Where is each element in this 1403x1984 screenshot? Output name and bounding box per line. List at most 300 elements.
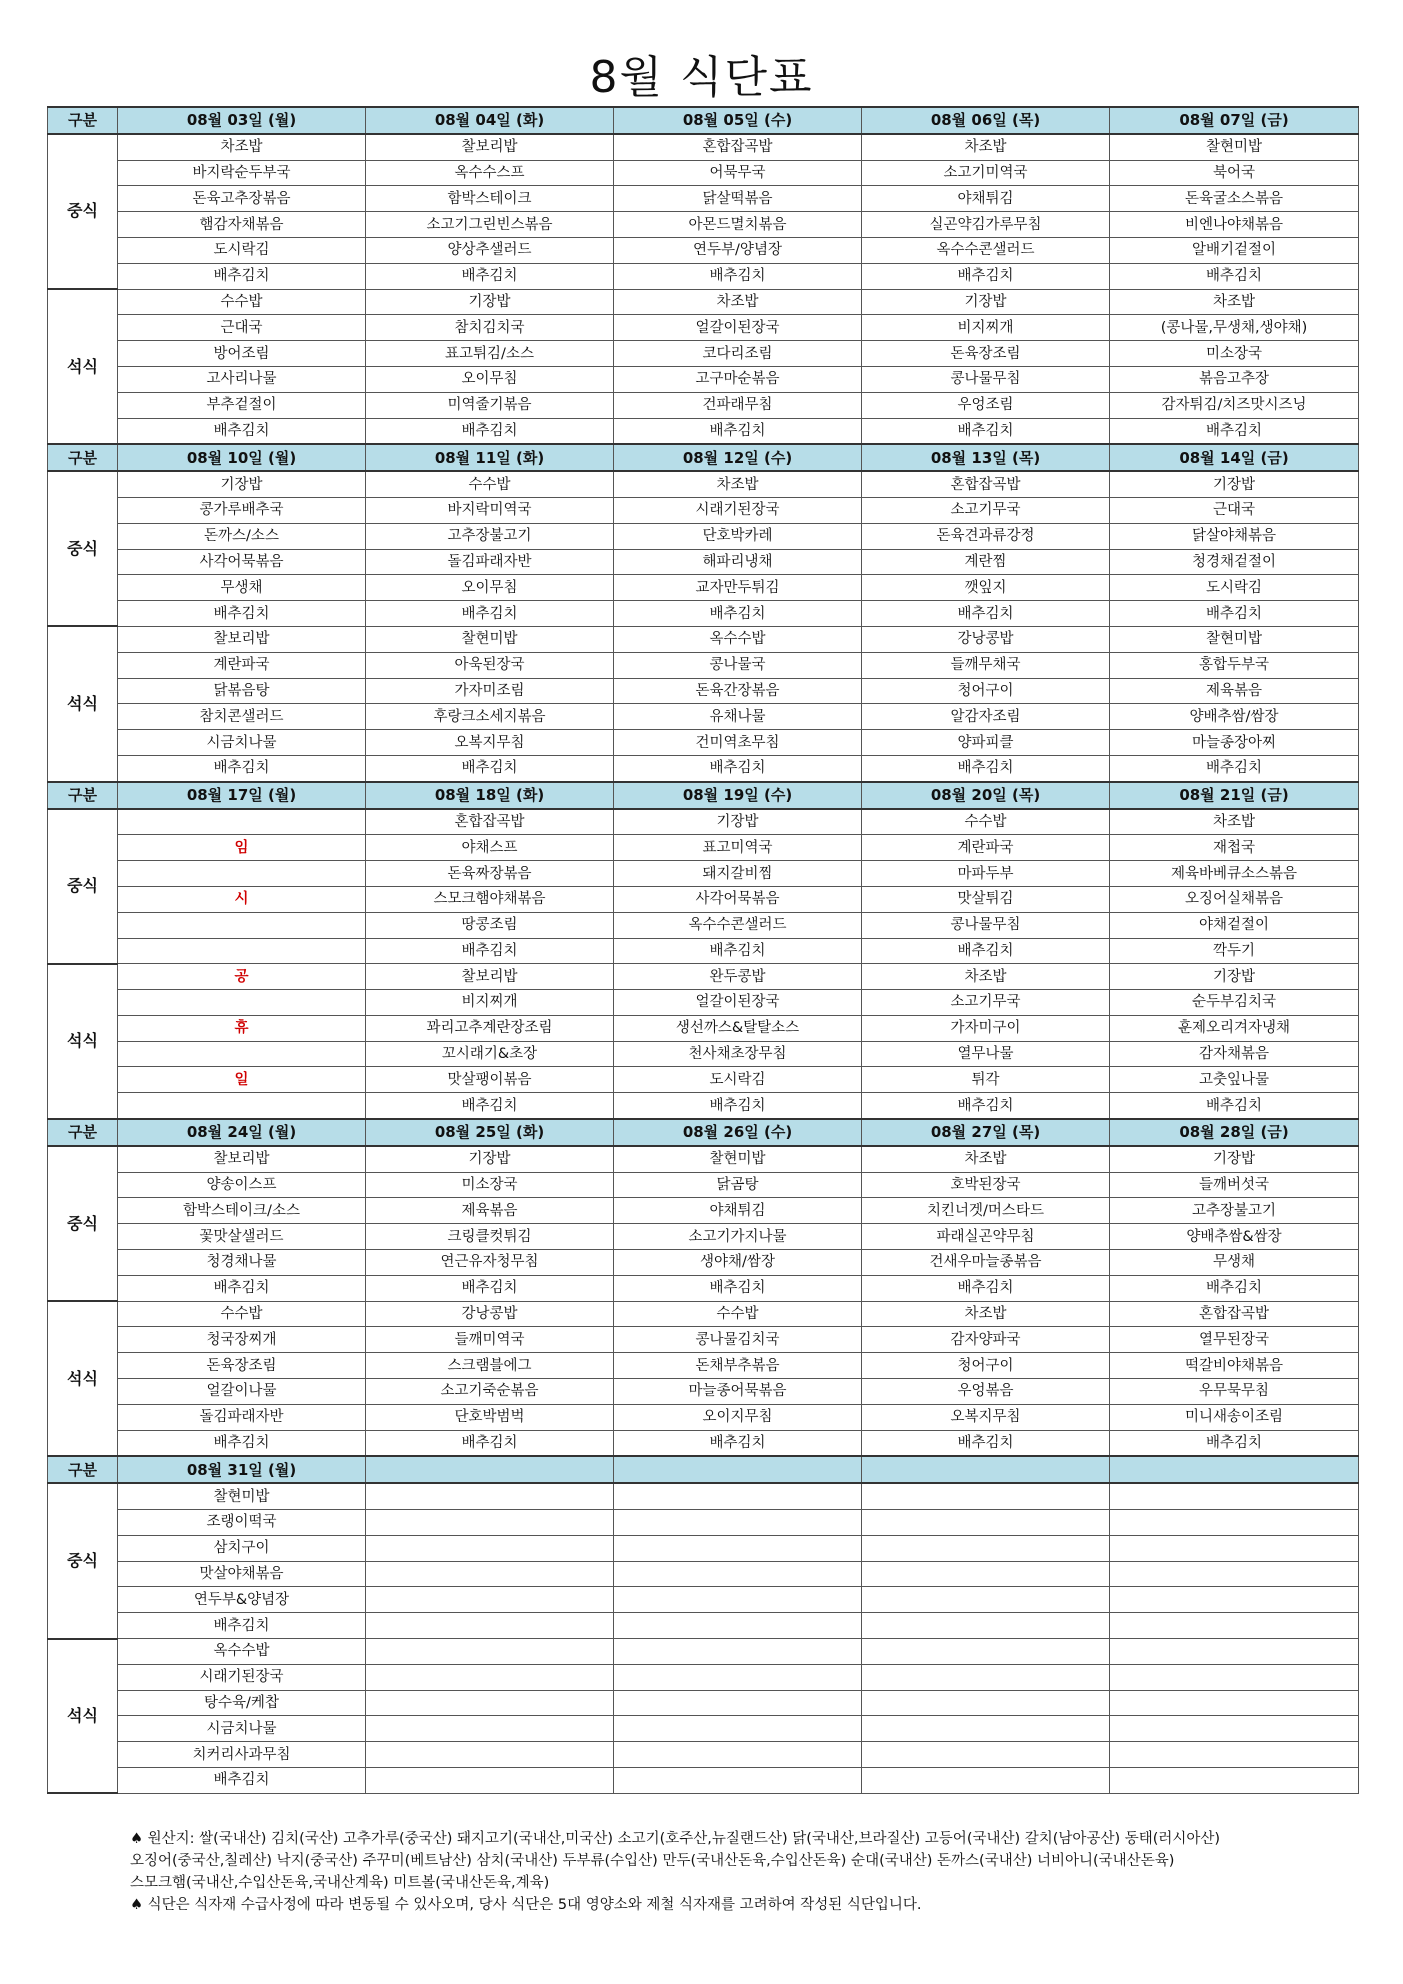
- menu-item-cell: 크링클컷튀김: [366, 1224, 614, 1250]
- menu-row: [48, 678, 1359, 704]
- menu-item-cell: 수수밥: [366, 471, 614, 497]
- menu-item-cell: [614, 1483, 862, 1509]
- menu-item-cell: 배추김치: [614, 418, 862, 444]
- menu-item-cell: [614, 1664, 862, 1690]
- menu-item-cell: [1110, 1510, 1359, 1536]
- menu-item-cell: 옥수수밥: [614, 626, 862, 652]
- menu-item-cell: 청어구이: [862, 1353, 1110, 1379]
- menu-item-cell: [1110, 1664, 1359, 1690]
- menu-item-cell: 배추김치: [862, 755, 1110, 781]
- menu-item-cell: 계란찜: [862, 549, 1110, 575]
- menu-item-cell: 연두부/양념장: [614, 237, 862, 263]
- menu-item-cell: 배추김치: [118, 1430, 366, 1456]
- menu-item-cell: [614, 1768, 862, 1794]
- menu-item-cell: 배추김치: [1110, 601, 1359, 627]
- menu-item-cell: 미역줄기볶음: [366, 392, 614, 418]
- menu-item-cell: 배추김치: [862, 1275, 1110, 1301]
- label-header-cell: 구분: [48, 782, 118, 809]
- menu-item-cell: 돼지갈비찜: [614, 861, 862, 887]
- menu-item-cell: 기장밥: [1110, 471, 1359, 497]
- menu-item-cell: 부추겉절이: [118, 392, 366, 418]
- menu-row: [48, 912, 1359, 938]
- menu-item-cell: 아몬드멸치볶음: [614, 212, 862, 238]
- menu-item-cell: 표고미역국: [614, 835, 862, 861]
- menu-item-cell: 우엉조림: [862, 392, 1110, 418]
- menu-item-cell: 청국장찌개: [118, 1327, 366, 1353]
- menu-row: [48, 1716, 1359, 1742]
- menu-row: [48, 938, 1359, 964]
- menu-item-cell: 들깨버섯국: [1110, 1172, 1359, 1198]
- menu-item-cell: 마파두부: [862, 861, 1110, 887]
- holiday-note-cell: [118, 861, 366, 887]
- week-header-row: [48, 1119, 1359, 1146]
- menu-item-cell: 차조밥: [118, 134, 366, 160]
- menu-item-cell: 북어국: [1110, 160, 1359, 186]
- menu-row: [48, 1483, 1359, 1509]
- date-header-cell: 08월 06일 (목): [862, 107, 1110, 134]
- menu-item-cell: 찰현미밥: [366, 626, 614, 652]
- meal-label-cell: 석식: [48, 1301, 118, 1456]
- menu-item-cell: 조랭이떡국: [118, 1510, 366, 1536]
- menu-item-cell: 배추김치: [1110, 1093, 1359, 1119]
- menu-item-cell: 차조밥: [614, 289, 862, 315]
- menu-item-cell: 계란파국: [118, 652, 366, 678]
- menu-row: [48, 1275, 1359, 1301]
- menu-item-cell: [1110, 1639, 1359, 1665]
- menu-item-cell: 돈육장조림: [118, 1353, 366, 1379]
- menu-item-cell: 고구마순볶음: [614, 366, 862, 392]
- menu-item-cell: (콩나물,무생채,생야채): [1110, 315, 1359, 341]
- meal-label-cell: 석식: [48, 289, 118, 444]
- menu-item-cell: 방어조림: [118, 341, 366, 367]
- menu-item-cell: 깍두기: [1110, 938, 1359, 964]
- menu-item-cell: 감자채볶음: [1110, 1041, 1359, 1067]
- menu-item-cell: [1110, 1483, 1359, 1509]
- menu-item-cell: 돈채부추볶음: [614, 1353, 862, 1379]
- meal-label-cell: 석식: [48, 1639, 118, 1794]
- menu-item-cell: 돌김파래자반: [366, 549, 614, 575]
- menu-item-cell: 양배추쌈/쌈장: [1110, 704, 1359, 730]
- menu-item-cell: 배추김치: [614, 1430, 862, 1456]
- menu-item-cell: 참치콘샐러드: [118, 704, 366, 730]
- date-header-cell: 08월 04일 (화): [366, 107, 614, 134]
- meal-label-cell: 석식: [48, 964, 118, 1119]
- menu-item-cell: [1110, 1587, 1359, 1613]
- menu-item-cell: 차조밥: [862, 134, 1110, 160]
- menu-row: [48, 1690, 1359, 1716]
- meal-label-cell: 중식: [48, 471, 118, 626]
- menu-item-cell: 건미역초무침: [614, 730, 862, 756]
- menu-item-cell: 배추김치: [862, 938, 1110, 964]
- menu-item-cell: 파래실곤약무침: [862, 1224, 1110, 1250]
- page-title: 8월 식단표: [589, 52, 814, 103]
- menu-item-cell: 배추김치: [366, 418, 614, 444]
- menu-item-cell: 시래기된장국: [614, 497, 862, 523]
- menu-item-cell: 고사리나물: [118, 366, 366, 392]
- menu-item-cell: [862, 1690, 1110, 1716]
- menu-item-cell: [614, 1639, 862, 1665]
- date-header-cell: [614, 1456, 862, 1483]
- menu-item-cell: 차조밥: [1110, 289, 1359, 315]
- date-header-cell: 08월 20일 (목): [862, 782, 1110, 809]
- menu-item-cell: 혼합잡곡밥: [366, 809, 614, 835]
- menu-item-cell: 알배기겉절이: [1110, 237, 1359, 263]
- menu-item-cell: 고춧잎나물: [1110, 1067, 1359, 1093]
- menu-row: [48, 704, 1359, 730]
- menu-item-cell: 소고기죽순볶음: [366, 1379, 614, 1405]
- holiday-note-cell: 공: [118, 964, 366, 990]
- menu-item-cell: [862, 1613, 1110, 1639]
- menu-item-cell: 시래기된장국: [118, 1664, 366, 1690]
- menu-item-cell: 계란파국: [862, 835, 1110, 861]
- menu-item-cell: 닭살야채볶음: [1110, 523, 1359, 549]
- menu-item-cell: 기장밥: [862, 289, 1110, 315]
- menu-item-cell: 청경채나물: [118, 1250, 366, 1276]
- menu-item-cell: [1110, 1535, 1359, 1561]
- date-header-cell: 08월 05일 (수): [614, 107, 862, 134]
- menu-item-cell: 배추김치: [366, 938, 614, 964]
- note-line: 오징어(중국산,칠레산) 낙지(중국산) 주꾸미(베트남산) 삼치(국내산) 두부류(수입산) 만두(국내산돈육,수입산돈육) 순대(국내산) 돈까스(국내산) 너비아니(국내산돈육): [130, 1853, 1175, 1869]
- menu-item-cell: 콩나물김치국: [614, 1327, 862, 1353]
- menu-item-cell: 열무된장국: [1110, 1327, 1359, 1353]
- menu-item-cell: 바지락순두부국: [118, 160, 366, 186]
- menu-item-cell: 무생채: [1110, 1250, 1359, 1276]
- menu-item-cell: 배추김치: [614, 1093, 862, 1119]
- week-header-row: [48, 1456, 1359, 1483]
- menu-item-cell: 무생채: [118, 575, 366, 601]
- menu-row: [48, 1301, 1359, 1327]
- menu-item-cell: 감자튀김/치즈맛시즈닝: [1110, 392, 1359, 418]
- menu-row: [48, 1327, 1359, 1353]
- menu-row: [48, 497, 1359, 523]
- holiday-note-cell: [118, 990, 366, 1016]
- menu-item-cell: 배추김치: [862, 1093, 1110, 1119]
- menu-item-cell: 열무나물: [862, 1041, 1110, 1067]
- menu-item-cell: 배추김치: [366, 1430, 614, 1456]
- menu-item-cell: 재첩국: [1110, 835, 1359, 861]
- menu-item-cell: 오복지무침: [366, 730, 614, 756]
- menu-row: [48, 418, 1359, 444]
- holiday-note-cell: 휴: [118, 1015, 366, 1041]
- date-header-cell: 08월 13일 (목): [862, 444, 1110, 471]
- menu-item-cell: [1110, 1742, 1359, 1768]
- menu-item-cell: 홍합두부국: [1110, 652, 1359, 678]
- menu-item-cell: 배추김치: [862, 601, 1110, 627]
- menu-row: [48, 1353, 1359, 1379]
- menu-item-cell: 배추김치: [118, 1275, 366, 1301]
- menu-item-cell: 소고기무국: [862, 497, 1110, 523]
- menu-item-cell: 비엔나야채볶음: [1110, 212, 1359, 238]
- menu-item-cell: 야채튀김: [862, 186, 1110, 212]
- menu-item-cell: 생선까스&탈탈소스: [614, 1015, 862, 1041]
- menu-item-cell: 가자미구이: [862, 1015, 1110, 1041]
- menu-item-cell: 해파리냉채: [614, 549, 862, 575]
- menu-item-cell: 함박스테이크: [366, 186, 614, 212]
- label-header-cell: 구분: [48, 107, 118, 134]
- menu-row: [48, 626, 1359, 652]
- menu-item-cell: 배추김치: [862, 1430, 1110, 1456]
- menu-item-cell: 배추김치: [366, 601, 614, 627]
- meal-label-cell: 중식: [48, 1483, 118, 1638]
- menu-item-cell: 맛살튀김: [862, 886, 1110, 912]
- menu-item-cell: 배추김치: [366, 1275, 614, 1301]
- menu-item-cell: [366, 1561, 614, 1587]
- menu-row: [48, 1250, 1359, 1276]
- menu-row: [48, 1172, 1359, 1198]
- menu-item-cell: 연두부&양념장: [118, 1587, 366, 1613]
- menu-row: [48, 1146, 1359, 1172]
- week-header-row: [48, 782, 1359, 809]
- date-header-cell: 08월 12일 (수): [614, 444, 862, 471]
- menu-item-cell: [614, 1690, 862, 1716]
- menu-item-cell: 사각어묵볶음: [614, 886, 862, 912]
- menu-item-cell: 알감자조림: [862, 704, 1110, 730]
- menu-item-cell: 옥수수콘샐러드: [862, 237, 1110, 263]
- menu-item-cell: 들깨무채국: [862, 652, 1110, 678]
- menu-item-cell: [366, 1613, 614, 1639]
- menu-item-cell: 얼갈이된장국: [614, 990, 862, 1016]
- menu-item-cell: 배추김치: [366, 263, 614, 289]
- date-header-cell: 08월 31일 (월): [118, 1456, 366, 1483]
- date-header-cell: 08월 27일 (목): [862, 1119, 1110, 1146]
- note-line: 스모크햄(국내산,수입산돈육,국내산계육) 미트볼(국내산돈육,계육): [130, 1875, 550, 1891]
- menu-item-cell: [366, 1510, 614, 1536]
- menu-item-cell: 양파피클: [862, 730, 1110, 756]
- holiday-note-cell: [118, 938, 366, 964]
- label-header-cell: 구분: [48, 1456, 118, 1483]
- menu-item-cell: 돈육간장볶음: [614, 678, 862, 704]
- menu-item-cell: 닭볶음탕: [118, 678, 366, 704]
- menu-item-cell: 후랑크소세지볶음: [366, 704, 614, 730]
- menu-item-cell: 튀각: [862, 1067, 1110, 1093]
- menu-row: [48, 1561, 1359, 1587]
- date-header-cell: 08월 19일 (수): [614, 782, 862, 809]
- menu-item-cell: 배추김치: [1110, 1275, 1359, 1301]
- menu-item-cell: 찰보리밥: [366, 964, 614, 990]
- menu-item-cell: 배추김치: [118, 263, 366, 289]
- menu-item-cell: 어묵무국: [614, 160, 862, 186]
- menu-item-cell: 함박스테이크/소스: [118, 1198, 366, 1224]
- menu-item-cell: 차조밥: [862, 1146, 1110, 1172]
- menu-item-cell: 연근유자청무침: [366, 1250, 614, 1276]
- notes-section: [130, 1828, 1350, 1916]
- menu-row: [48, 1639, 1359, 1665]
- menu-row: [48, 392, 1359, 418]
- menu-item-cell: 기장밥: [614, 809, 862, 835]
- menu-item-cell: 아욱된장국: [366, 652, 614, 678]
- menu-row: [48, 471, 1359, 497]
- menu-item-cell: 미소장국: [1110, 341, 1359, 367]
- menu-item-cell: 차조밥: [862, 1301, 1110, 1327]
- menu-item-cell: [1110, 1768, 1359, 1794]
- menu-item-cell: 미니새송이조림: [1110, 1404, 1359, 1430]
- menu-item-cell: 스모크햄야채볶음: [366, 886, 614, 912]
- menu-item-cell: 돈육짜장볶음: [366, 861, 614, 887]
- menu-item-cell: 배추김치: [862, 418, 1110, 444]
- label-header-cell: 구분: [48, 444, 118, 471]
- menu-item-cell: 바지락미역국: [366, 497, 614, 523]
- menu-row: [48, 835, 1359, 861]
- label-header-cell: 구분: [48, 1119, 118, 1146]
- menu-item-cell: 고추장불고기: [1110, 1198, 1359, 1224]
- date-header-cell: 08월 21일 (금): [1110, 782, 1359, 809]
- menu-item-cell: 배추김치: [1110, 755, 1359, 781]
- menu-row: [48, 549, 1359, 575]
- menu-item-cell: [862, 1535, 1110, 1561]
- menu-item-cell: 양송이스프: [118, 1172, 366, 1198]
- menu-item-cell: 기장밥: [1110, 964, 1359, 990]
- menu-item-cell: 오징어실채볶음: [1110, 886, 1359, 912]
- menu-item-cell: [862, 1664, 1110, 1690]
- menu-item-cell: 배추김치: [118, 755, 366, 781]
- menu-item-cell: 오이무침: [366, 366, 614, 392]
- menu-row: [48, 134, 1359, 160]
- menu-item-cell: 배추김치: [614, 938, 862, 964]
- menu-item-cell: [366, 1587, 614, 1613]
- menu-item-cell: 비지찌개: [366, 990, 614, 1016]
- menu-row: [48, 1613, 1359, 1639]
- menu-item-cell: 강낭콩밥: [862, 626, 1110, 652]
- holiday-note-cell: 임: [118, 835, 366, 861]
- menu-row: [48, 1742, 1359, 1768]
- menu-row: [48, 1224, 1359, 1250]
- menu-row: [48, 1015, 1359, 1041]
- menu-item-cell: 양배추쌈&쌈장: [1110, 1224, 1359, 1250]
- menu-row: [48, 1587, 1359, 1613]
- date-header-cell: 08월 24일 (월): [118, 1119, 366, 1146]
- date-header-cell: 08월 26일 (수): [614, 1119, 862, 1146]
- menu-item-cell: 배추김치: [1110, 418, 1359, 444]
- menu-item-cell: 근대국: [1110, 497, 1359, 523]
- menu-row: [48, 315, 1359, 341]
- holiday-note-cell: 일: [118, 1067, 366, 1093]
- menu-item-cell: 우엉볶음: [862, 1379, 1110, 1405]
- menu-item-cell: 배추김치: [1110, 263, 1359, 289]
- menu-item-cell: 가자미조림: [366, 678, 614, 704]
- menu-row: [48, 1535, 1359, 1561]
- menu-item-cell: 청경채겉절이: [1110, 549, 1359, 575]
- menu-item-cell: 닭곰탕: [614, 1172, 862, 1198]
- menu-item-cell: 시금치나물: [118, 1716, 366, 1742]
- menu-item-cell: 고추장불고기: [366, 523, 614, 549]
- menu-item-cell: 옥수수콘샐러드: [614, 912, 862, 938]
- menu-item-cell: [862, 1742, 1110, 1768]
- week-header-row: [48, 444, 1359, 471]
- menu-row: [48, 289, 1359, 315]
- menu-item-cell: 옥수수스프: [366, 160, 614, 186]
- holiday-note-cell: 시: [118, 886, 366, 912]
- menu-item-cell: 수수밥: [118, 1301, 366, 1327]
- menu-item-cell: 땅콩조림: [366, 912, 614, 938]
- menu-item-cell: 도시락김: [118, 237, 366, 263]
- menu-row: [48, 861, 1359, 887]
- menu-item-cell: 돌김파래자반: [118, 1404, 366, 1430]
- date-header-cell: 08월 03일 (월): [118, 107, 366, 134]
- menu-row: [48, 263, 1359, 289]
- menu-item-cell: 유채나물: [614, 704, 862, 730]
- menu-item-cell: 제육볶음: [1110, 678, 1359, 704]
- menu-item-cell: 돈육굴소스볶음: [1110, 186, 1359, 212]
- menu-item-cell: 기장밥: [366, 289, 614, 315]
- menu-row: [48, 341, 1359, 367]
- date-header-cell: 08월 17일 (월): [118, 782, 366, 809]
- menu-item-cell: 옥수수밥: [118, 1639, 366, 1665]
- menu-item-cell: 배추김치: [1110, 1430, 1359, 1456]
- menu-item-cell: 꼬시래기&초장: [366, 1041, 614, 1067]
- menu-row: [48, 575, 1359, 601]
- menu-item-cell: 배추김치: [118, 1768, 366, 1794]
- menu-item-cell: 혼합잡곡밥: [1110, 1301, 1359, 1327]
- date-header-cell: 08월 25일 (화): [366, 1119, 614, 1146]
- menu-item-cell: 순두부김치국: [1110, 990, 1359, 1016]
- meal-label-cell: 석식: [48, 626, 118, 781]
- menu-row: [48, 1379, 1359, 1405]
- menu-item-cell: 차조밥: [862, 964, 1110, 990]
- menu-item-cell: 훈제오리겨자냉채: [1110, 1015, 1359, 1041]
- menu-item-cell: 우무묵무침: [1110, 1379, 1359, 1405]
- menu-row: [48, 1664, 1359, 1690]
- menu-item-cell: [862, 1483, 1110, 1509]
- menu-item-cell: 배추김치: [118, 418, 366, 444]
- menu-item-cell: 표고튀김/소스: [366, 341, 614, 367]
- menu-item-cell: 떡갈비야채볶음: [1110, 1353, 1359, 1379]
- menu-row: [48, 990, 1359, 1016]
- menu-item-cell: 배추김치: [366, 755, 614, 781]
- menu-item-cell: [614, 1535, 862, 1561]
- menu-item-cell: 깻잎지: [862, 575, 1110, 601]
- menu-item-cell: [614, 1587, 862, 1613]
- menu-item-cell: 삼치구이: [118, 1535, 366, 1561]
- menu-item-cell: 치킨너겟/머스타드: [862, 1198, 1110, 1224]
- menu-row: [48, 601, 1359, 627]
- menu-item-cell: 들깨미역국: [366, 1327, 614, 1353]
- menu-row: [48, 212, 1359, 238]
- meal-label-cell: 중식: [48, 134, 118, 289]
- menu-item-cell: 돈육견과류강정: [862, 523, 1110, 549]
- menu-row: [48, 730, 1359, 756]
- menu-row: [48, 755, 1359, 781]
- date-header-cell: [366, 1456, 614, 1483]
- menu-item-cell: 기장밥: [366, 1146, 614, 1172]
- menu-item-cell: 미소장국: [366, 1172, 614, 1198]
- menu-item-cell: 단호박범벅: [366, 1404, 614, 1430]
- menu-item-cell: 배추김치: [614, 263, 862, 289]
- menu-item-cell: 야채겉절이: [1110, 912, 1359, 938]
- date-header-cell: 08월 14일 (금): [1110, 444, 1359, 471]
- menu-item-cell: 햄감자채볶음: [118, 212, 366, 238]
- menu-item-cell: 단호박카레: [614, 523, 862, 549]
- date-header-cell: 08월 07일 (금): [1110, 107, 1359, 134]
- menu-row: [48, 1041, 1359, 1067]
- menu-item-cell: 마늘종장아찌: [1110, 730, 1359, 756]
- menu-item-cell: 콩가루배추국: [118, 497, 366, 523]
- holiday-note-cell: [118, 1041, 366, 1067]
- menu-item-cell: 소고기미역국: [862, 160, 1110, 186]
- menu-item-cell: 수수밥: [118, 289, 366, 315]
- menu-item-cell: 교자만두튀김: [614, 575, 862, 601]
- menu-item-cell: 천사채초장무침: [614, 1041, 862, 1067]
- menu-item-cell: [862, 1510, 1110, 1536]
- menu-item-cell: 돈육장조림: [862, 341, 1110, 367]
- menu-item-cell: 기장밥: [1110, 1146, 1359, 1172]
- week-header-row: [48, 107, 1359, 134]
- menu-item-cell: [614, 1742, 862, 1768]
- note-line: ♠ 식단은 식자재 수급사정에 따라 변동될 수 있사오며, 당사 식단은 5대 영양소와 제철 식자재를 고려하여 작성된 식단입니다.: [130, 1897, 922, 1913]
- menu-item-cell: 오이지무침: [614, 1404, 862, 1430]
- menu-item-cell: [614, 1716, 862, 1742]
- date-header-cell: 08월 18일 (화): [366, 782, 614, 809]
- menu-item-cell: 배추김치: [118, 601, 366, 627]
